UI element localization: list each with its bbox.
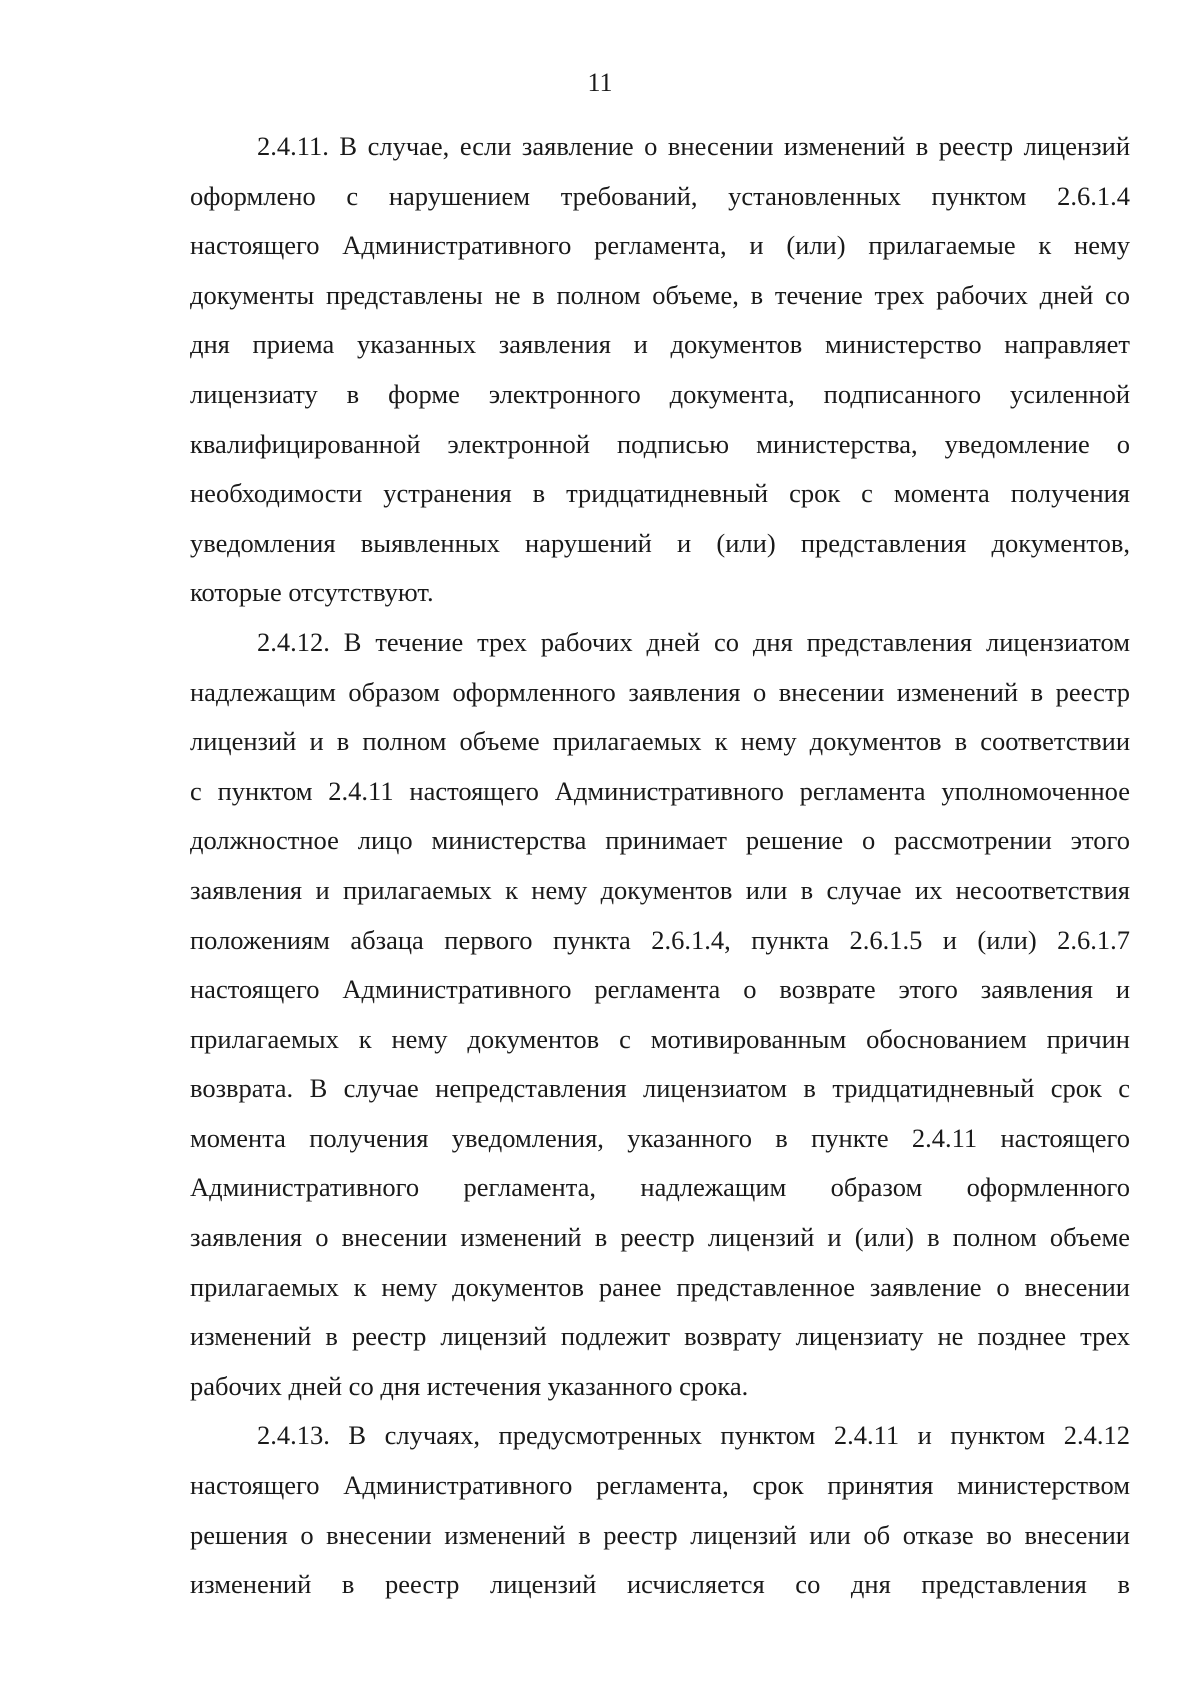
text-line: документы представлены не в полном объеме, в течение трех рабочих дней со bbox=[190, 279, 1130, 310]
text-line: прилагаемых к нему документов с мотивированным обоснованием причин bbox=[190, 1023, 1130, 1054]
text-line: возврата. В случае непредставления лицензиатом в тридцатидневный срок с bbox=[190, 1073, 1130, 1104]
text-line: прилагаемых к нему документов ранее представленное заявление о внесении bbox=[190, 1271, 1130, 1302]
text-line: изменений в реестр лицензий подлежит возврату лицензиату не позднее трех bbox=[190, 1321, 1130, 1352]
text-line: рабочих дней со дня истечения указанного срока. bbox=[190, 1370, 749, 1401]
text-line: заявления и прилагаемых к нему документов или в случае их несоответствия bbox=[190, 874, 1130, 905]
text-line: уведомления выявленных нарушений и (или) представления документов, bbox=[190, 527, 1130, 558]
text-line: изменений в реестр лицензий исчисляется со дня представления в bbox=[190, 1569, 1130, 1600]
text-line: необходимости устранения в тридцатидневный срок с момента получения bbox=[190, 478, 1130, 509]
text-line: Административного регламента, надлежащим образом оформленного bbox=[190, 1172, 1130, 1203]
text-line: настоящего Административного регламента, срок принятия министерством bbox=[190, 1470, 1130, 1501]
page-number: 11 bbox=[587, 68, 613, 97]
text-line: 2.4.12. В течение трех рабочих дней со дня представления лицензиатом bbox=[257, 626, 1130, 657]
text-line: решения о внесении изменений в реестр лицензий или об отказе во внесении bbox=[190, 1519, 1130, 1550]
text-line: надлежащим образом оформленного заявления о внесении изменений в реестр bbox=[190, 676, 1130, 707]
paragraph-2-4-11 bbox=[190, 122, 1130, 618]
text-line: с пунктом 2.4.11 настоящего Административного регламента уполномоченное bbox=[190, 775, 1130, 806]
document-body bbox=[190, 122, 1130, 1610]
text-line: оформлено с нарушением требований, установленных пунктом 2.6.1.4 bbox=[190, 180, 1130, 211]
text-line: лицензий и в полном объеме прилагаемых к нему документов в соответствии bbox=[190, 726, 1130, 757]
paragraph-2-4-13 bbox=[190, 1411, 1130, 1609]
text-line: квалифицированной электронной подписью министерства, уведомление о bbox=[190, 428, 1130, 459]
text-line: настоящего Административного регламента, и (или) прилагаемые к нему bbox=[190, 230, 1130, 261]
text-line: 2.4.13. В случаях, предусмотренных пунктом 2.4.11 и пунктом 2.4.12 bbox=[257, 1420, 1130, 1451]
text-line: лицензиату в форме электронного документа, подписанного усиленной bbox=[190, 378, 1130, 409]
text-line: дня приема указанных заявления и документов министерство направляет bbox=[190, 329, 1130, 360]
text-line: момента получения уведомления, указанного в пункте 2.4.11 настоящего bbox=[190, 1122, 1130, 1153]
paragraph-2-4-12 bbox=[190, 618, 1130, 1412]
text-line: которые отсутствуют. bbox=[190, 577, 434, 608]
text-line: 2.4.11. В случае, если заявление о внесении изменений в реестр лицензий bbox=[257, 131, 1130, 161]
text-line: должностное лицо министерства принимает решение о рассмотрении этого bbox=[190, 825, 1130, 856]
text-line: настоящего Административного регламента о возврате этого заявления и bbox=[190, 974, 1130, 1005]
text-line: заявления о внесении изменений в реестр лицензий и (или) в полном объеме bbox=[190, 1222, 1130, 1253]
text-line: положениям абзаца первого пункта 2.6.1.4, пункта 2.6.1.5 и (или) 2.6.1.7 bbox=[190, 924, 1130, 955]
